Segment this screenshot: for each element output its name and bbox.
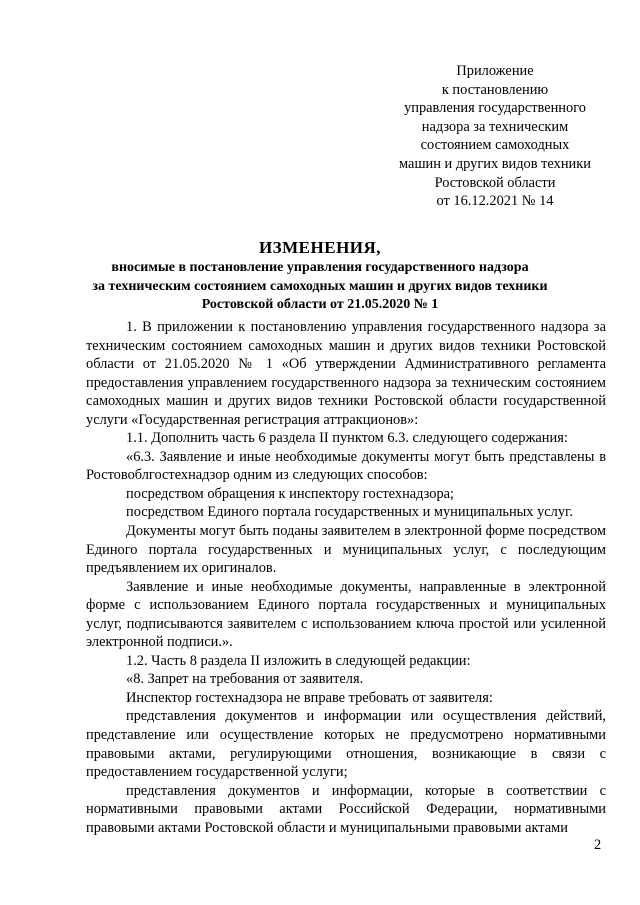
page-number: 2 <box>594 837 602 853</box>
paragraph: посредством обращения к инспектору гостехнадзора; <box>126 485 455 502</box>
appendix-line: управления государственного <box>404 100 586 117</box>
paragraph: Инспектор гостехнадзора не вправе требовать от заявителя: <box>126 689 493 706</box>
appendix-line: машин и других видов техники <box>399 155 591 172</box>
paragraph: Документы могут быть поданы заявителем в электронной форме посредством Единого портала государственных и муниципальных услуг, с последующим предъявлением их оригиналов. <box>86 523 606 577</box>
appendix-line: Ростовской области <box>434 174 556 191</box>
document-body <box>86 318 606 837</box>
paragraph: 1.2. Часть 8 раздела II изложить в следующей редакции: <box>126 652 471 669</box>
title-line: Ростовской области от 21.05.2020 № 1 <box>201 297 439 313</box>
paragraph: Заявление и иные необходимые документы, направленные в электронной форме с использованием Единого портала государственных и муниципальных услуг, подписываются заявителем с использованием ключа простой или усиленной электронной подписи.». <box>86 578 606 651</box>
appendix-line: состоянием самоходных <box>420 137 570 154</box>
paragraph: 1. В приложении к постановлению управления государственного надзора за техническим состоянием самоходных машин и других видов техники Ростовской области от 21.05.2020 № 1 «Об утверждении Административного регламента предоставления управлением государственного надзора за техническим состоянием самоходных машин и других видов техники Ростовской области государственной услуги «Государственная регистрация аттракционов»: <box>86 319 606 428</box>
title-line: вносимые в постановление управления государственного надзора <box>111 260 529 275</box>
paragraph: представления документов и информации, которые в соответствии с нормативными правовыми актами Российской Федерации, нормативными правовыми актами Ростовской области и муниципальными правовыми актами <box>86 782 606 836</box>
appendix-line: к постановлению <box>441 81 549 98</box>
paragraph: 1.1. Дополнить часть 6 раздела II пунктом 6.3. следующего содержания: <box>126 430 568 447</box>
appendix-line: Приложение <box>456 63 534 79</box>
paragraph: посредством Единого портала государственных и муниципальных услуг. <box>126 504 573 521</box>
paragraph: «8. Запрет на требования от заявителя. <box>126 671 364 688</box>
title-line: за техническим состоянием самоходных машин и других видов техники <box>92 278 548 294</box>
document-title <box>60 237 580 315</box>
appendix-header <box>380 62 610 211</box>
paragraph: представления документов и информации или осуществления действий, представление или осуществление которых не предусмотрено нормативными правовыми актами, регулирующими отношения, возникающие в связи с предоставлением государственной услуги; <box>86 708 606 781</box>
title-main: ИЗМЕНЕНИЯ, <box>258 238 382 257</box>
paragraph: «6.3. Заявление и иные необходимые документы могут быть представлены в Ростовоблгостехнадзор одним из следующих способов: <box>86 448 606 484</box>
appendix-line: от 16.12.2021 № 14 <box>436 193 554 210</box>
appendix-line: надзора за техническим <box>421 118 569 135</box>
